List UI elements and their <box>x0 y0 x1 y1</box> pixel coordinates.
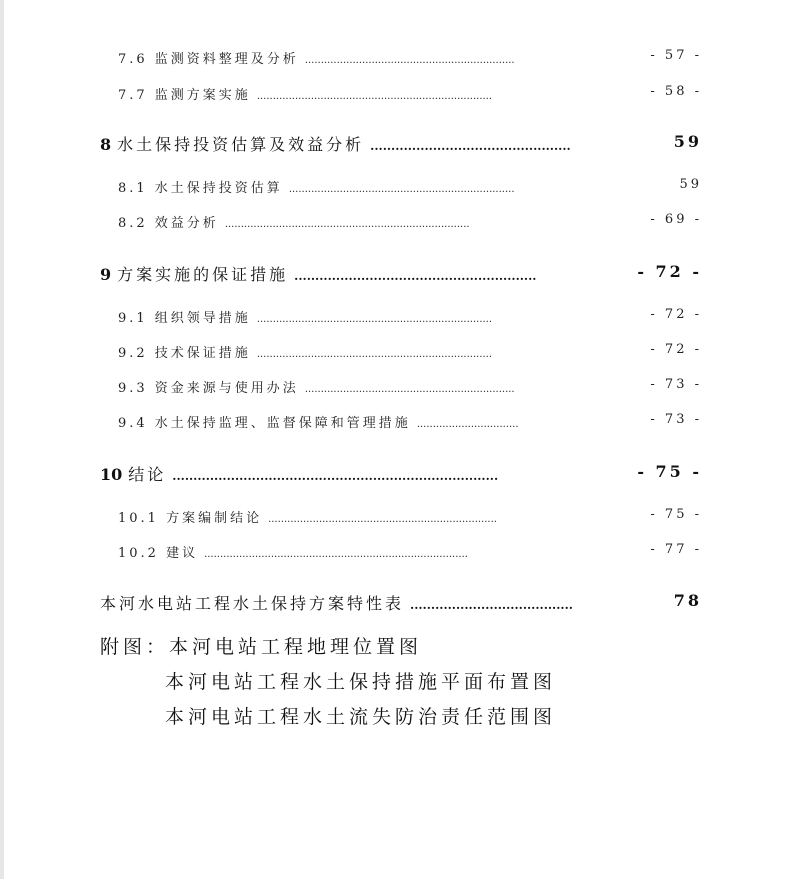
toc-page-number: - 73 - <box>650 412 702 427</box>
toc-leader-dots: ................................................................................... <box>204 549 468 560</box>
toc-leader-dots: .......................................................................... <box>256 349 493 360</box>
toc-leader-dots: .................................................................. <box>304 55 515 66</box>
toc-entry-8-1[interactable] <box>118 177 702 196</box>
toc-entry-10-1[interactable] <box>118 507 702 526</box>
toc-leader-dots: .......................................................... <box>294 269 537 283</box>
toc-leader-dots: .................................................................. <box>304 384 515 395</box>
toc-page-number: - 72 - <box>650 342 702 357</box>
toc-entry-feature-table[interactable] <box>100 591 702 614</box>
toc-entry-label: 10.1 方案编制结论 <box>118 511 263 526</box>
toc-page-number: - 72 - <box>650 307 702 322</box>
toc-page-number: - 73 - <box>650 377 702 392</box>
toc-chapter-number: 8 <box>100 135 112 154</box>
toc-leader-dots: .......................................................................... <box>256 314 493 325</box>
toc-entry-label: 9.4 水土保持监理、监督保障和管理措施 <box>118 416 411 431</box>
toc-page-number: - 72 - <box>637 262 702 281</box>
appendix-item: 本河电站工程地理位置图 <box>169 636 423 658</box>
toc-entry-label: 结论 <box>128 465 167 484</box>
toc-chapter-8[interactable] <box>100 132 702 155</box>
toc-entry-label: 10.2 建议 <box>118 546 199 561</box>
appendix-item: 本河电站工程水土流失防治责任范围图 <box>165 706 557 728</box>
toc-leader-dots: ....................................................................... <box>288 184 515 195</box>
toc-entry-9-3[interactable] <box>118 377 702 396</box>
appendix-label: 附图： <box>100 636 170 658</box>
toc-leader-dots: ........................................................................ <box>268 514 497 525</box>
toc-leader-dots: .............................................................................. <box>172 469 499 483</box>
toc-entry-label: 7.6 监测资料整理及分析 <box>118 52 299 67</box>
toc-page-number: - 75 - <box>637 462 702 481</box>
toc-page-number: - 75 - <box>650 507 702 522</box>
toc-leader-dots: ................................................ <box>370 139 571 153</box>
toc-entry-8-2[interactable] <box>118 212 702 231</box>
toc-entry-label: 本河水电站工程水土保持方案特性表 <box>100 594 405 613</box>
toc-entry-9-1[interactable] <box>118 307 702 326</box>
toc-chapter-number: 10 <box>100 465 123 484</box>
toc-page-number: - 69 - <box>650 212 702 227</box>
toc-entry-label: 方案实施的保证措施 <box>117 265 289 284</box>
appendix-item: 本河电站工程水土保持措施平面布置图 <box>165 671 557 693</box>
toc-entry-7-7[interactable] <box>118 84 702 103</box>
toc-leader-dots: ................................ <box>416 419 519 430</box>
toc-entry-7-6[interactable] <box>118 48 702 67</box>
toc-entry-9-4[interactable] <box>118 412 702 431</box>
toc-entry-label: 水土保持投资估算及效益分析 <box>117 135 365 154</box>
toc-leader-dots: ....................................... <box>410 598 573 612</box>
toc-page-number: - 58 - <box>650 84 702 99</box>
toc-leader-dots: ............................................................................. <box>224 219 470 230</box>
appendix-line-1 <box>100 632 422 659</box>
toc-entry-label: 8.1 水土保持投资估算 <box>118 181 283 196</box>
toc-page-number: 59 <box>679 177 702 192</box>
toc-leader-dots: .......................................................................... <box>256 91 493 102</box>
toc-page-number: 78 <box>673 591 702 610</box>
toc-entry-label: 8.2 效益分析 <box>118 216 219 231</box>
toc-page-number: - 77 - <box>650 542 702 557</box>
toc-chapter-10[interactable] <box>100 462 702 485</box>
toc-chapter-number: 9 <box>100 265 112 284</box>
toc-entry-label: 7.7 监测方案实施 <box>118 88 251 103</box>
toc-entry-label: 9.1 组织领导措施 <box>118 311 251 326</box>
toc-page-number: - 57 - <box>650 48 702 63</box>
toc-entry-label: 9.3 资金来源与使用办法 <box>118 381 299 396</box>
toc-entry-label: 9.2 技术保证措施 <box>118 346 251 361</box>
toc-page-number: 59 <box>673 132 702 151</box>
toc-entry-9-2[interactable] <box>118 342 702 361</box>
toc-chapter-9[interactable] <box>100 262 702 285</box>
toc-entry-10-2[interactable] <box>118 542 702 561</box>
